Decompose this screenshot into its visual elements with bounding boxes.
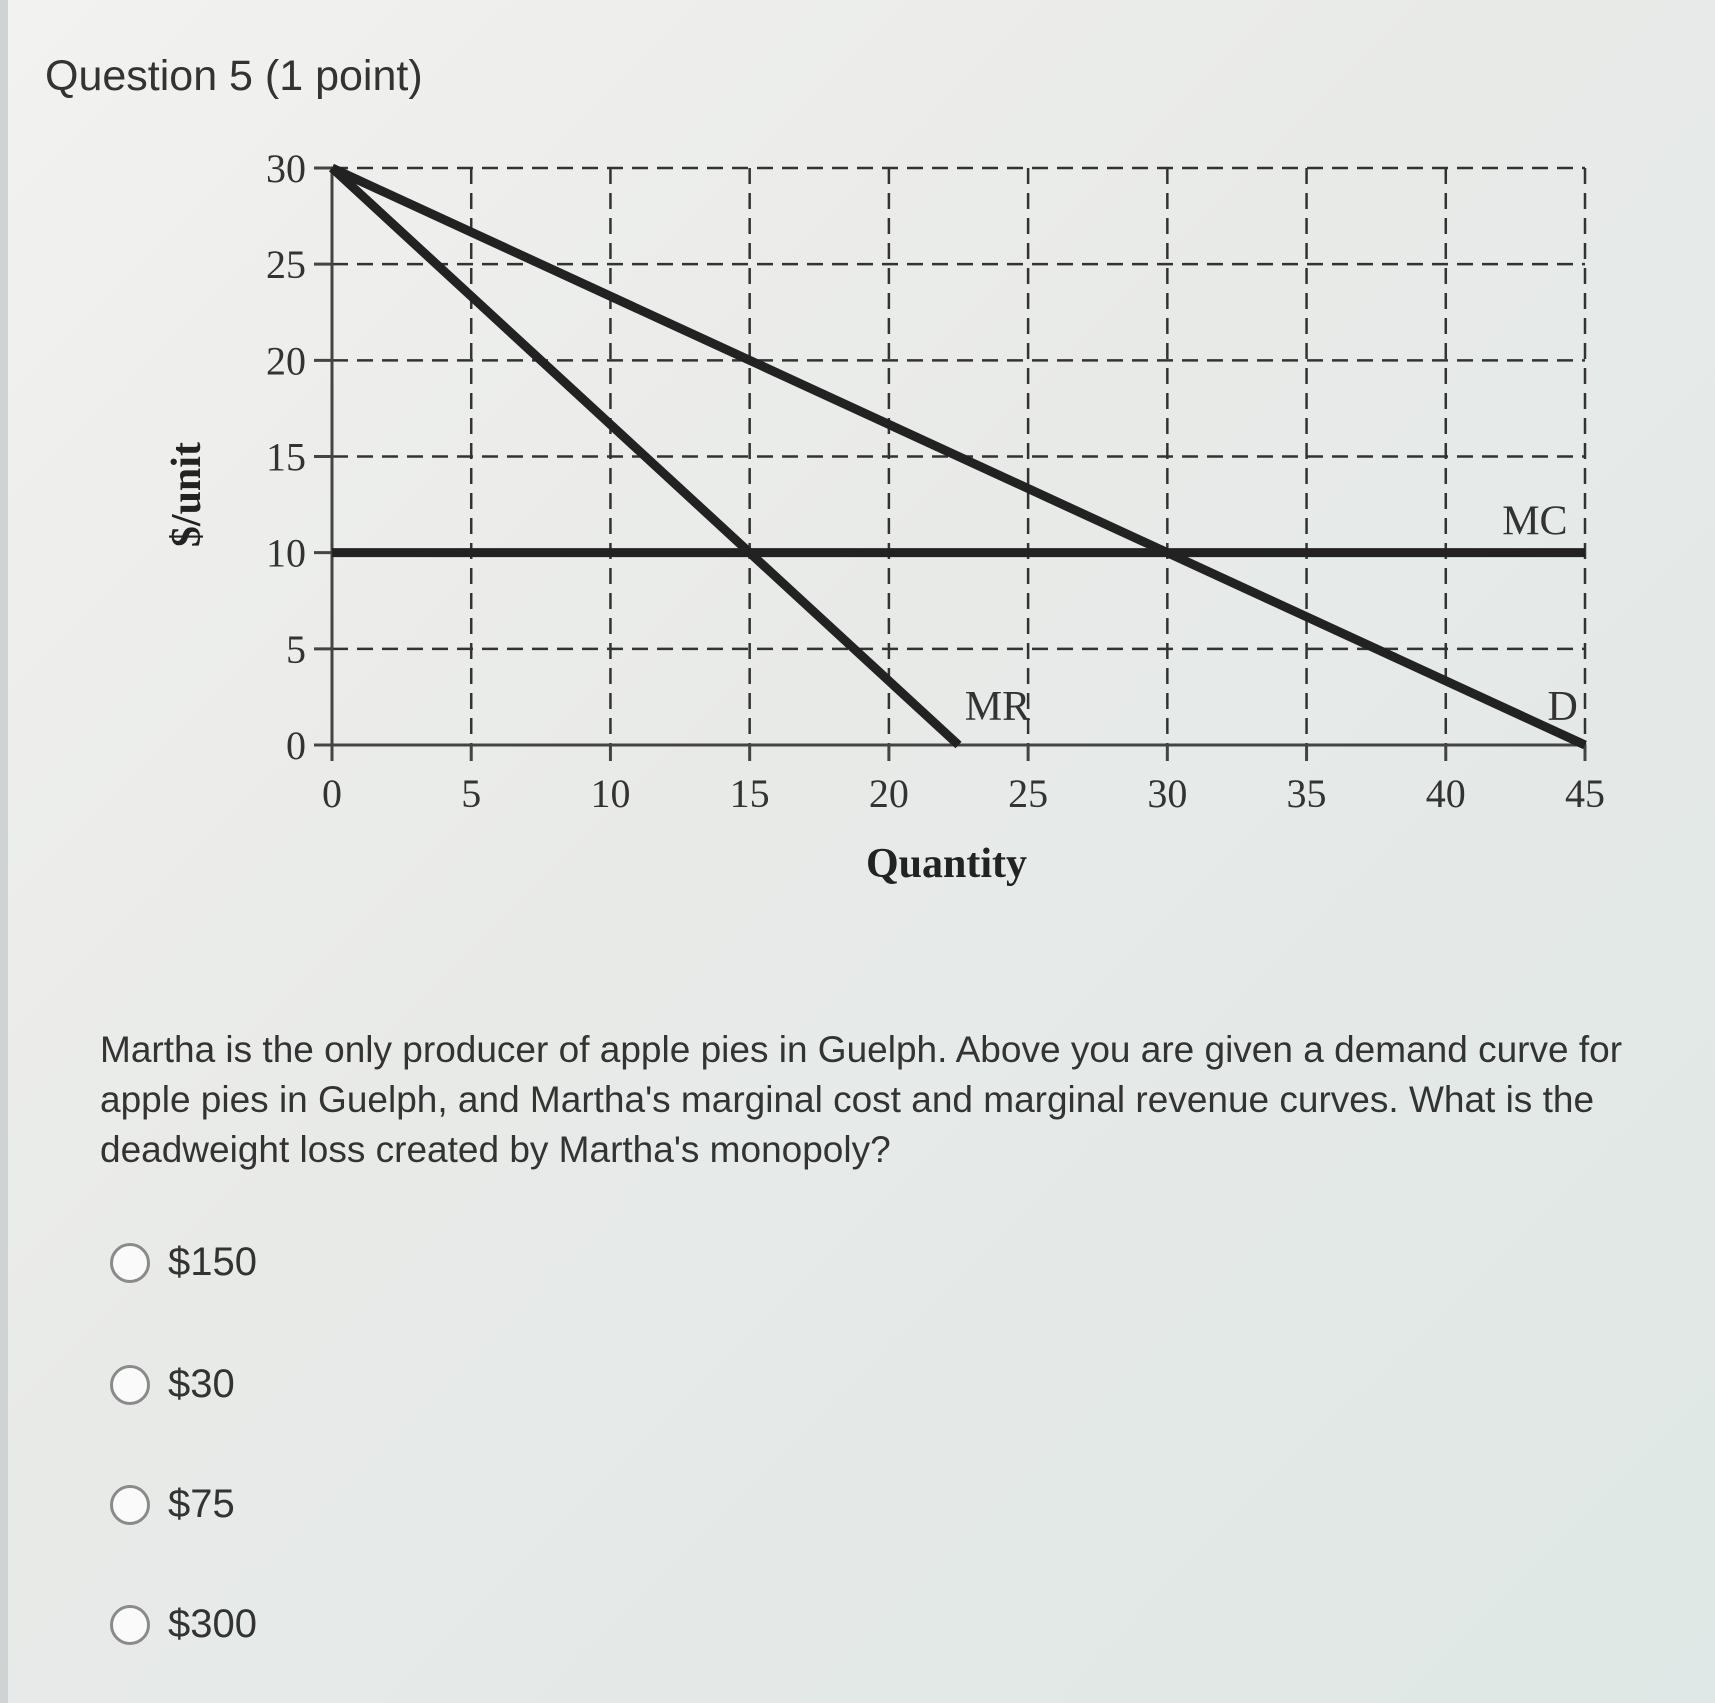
option-label: $30 — [168, 1362, 235, 1406]
x-tick-label: 40 — [1425, 771, 1466, 816]
y-axis-title: $/unit — [164, 442, 210, 548]
x-tick-label: 5 — [461, 771, 482, 816]
x-tick-label: 25 — [1008, 771, 1049, 816]
y-tick-label: 5 — [286, 626, 306, 672]
option-150[interactable] — [110, 1240, 257, 1285]
option-300[interactable] — [110, 1602, 257, 1647]
x-tick-label: 20 — [868, 771, 909, 816]
x-tick-label: 30 — [1147, 771, 1188, 816]
x-tick-label: 15 — [729, 771, 770, 816]
monopoly-chart — [150, 146, 1620, 980]
question-header — [45, 52, 423, 101]
option-label: $150 — [168, 1240, 257, 1284]
y-tick-label: 30 — [266, 146, 306, 191]
radio-button[interactable] — [110, 1365, 150, 1405]
option-label: $75 — [168, 1482, 235, 1526]
question-points: (1 point) — [264, 52, 423, 100]
question-number: Question 5 — [45, 52, 253, 100]
y-tick-label: 20 — [266, 338, 306, 384]
radio-button[interactable] — [110, 1485, 150, 1525]
axis-layer — [164, 146, 1605, 887]
curve-label-mc: MC — [1502, 498, 1568, 545]
curve-label-mr: MR — [964, 683, 1031, 730]
radio-button[interactable] — [110, 1243, 150, 1283]
option-75[interactable] — [110, 1482, 235, 1527]
option-label: $300 — [168, 1602, 257, 1646]
x-tick-label: 35 — [1286, 771, 1327, 816]
y-tick-label: 15 — [266, 434, 306, 480]
curve-label-d: D — [1547, 683, 1578, 730]
x-axis-title: Quantity — [865, 841, 1028, 887]
radio-button[interactable] — [110, 1605, 150, 1645]
y-tick-label: 25 — [266, 242, 306, 288]
question-text: Martha is the only producer of apple pies in Guelph. Above you are given a demand curve for apple pies in Guelph, and Martha's marginal cost and marginal revenue curves. What is the deadweight loss created by Martha's monopoly? — [100, 1029, 1623, 1170]
option-30[interactable] — [110, 1362, 235, 1407]
y-tick-label: 10 — [266, 530, 306, 576]
x-tick-label: 10 — [590, 771, 631, 816]
x-tick-label: 0 — [322, 771, 342, 816]
y-tick-label: 0 — [286, 723, 306, 768]
x-tick-label: 45 — [1565, 771, 1605, 816]
left-edge — [0, 0, 8, 1703]
